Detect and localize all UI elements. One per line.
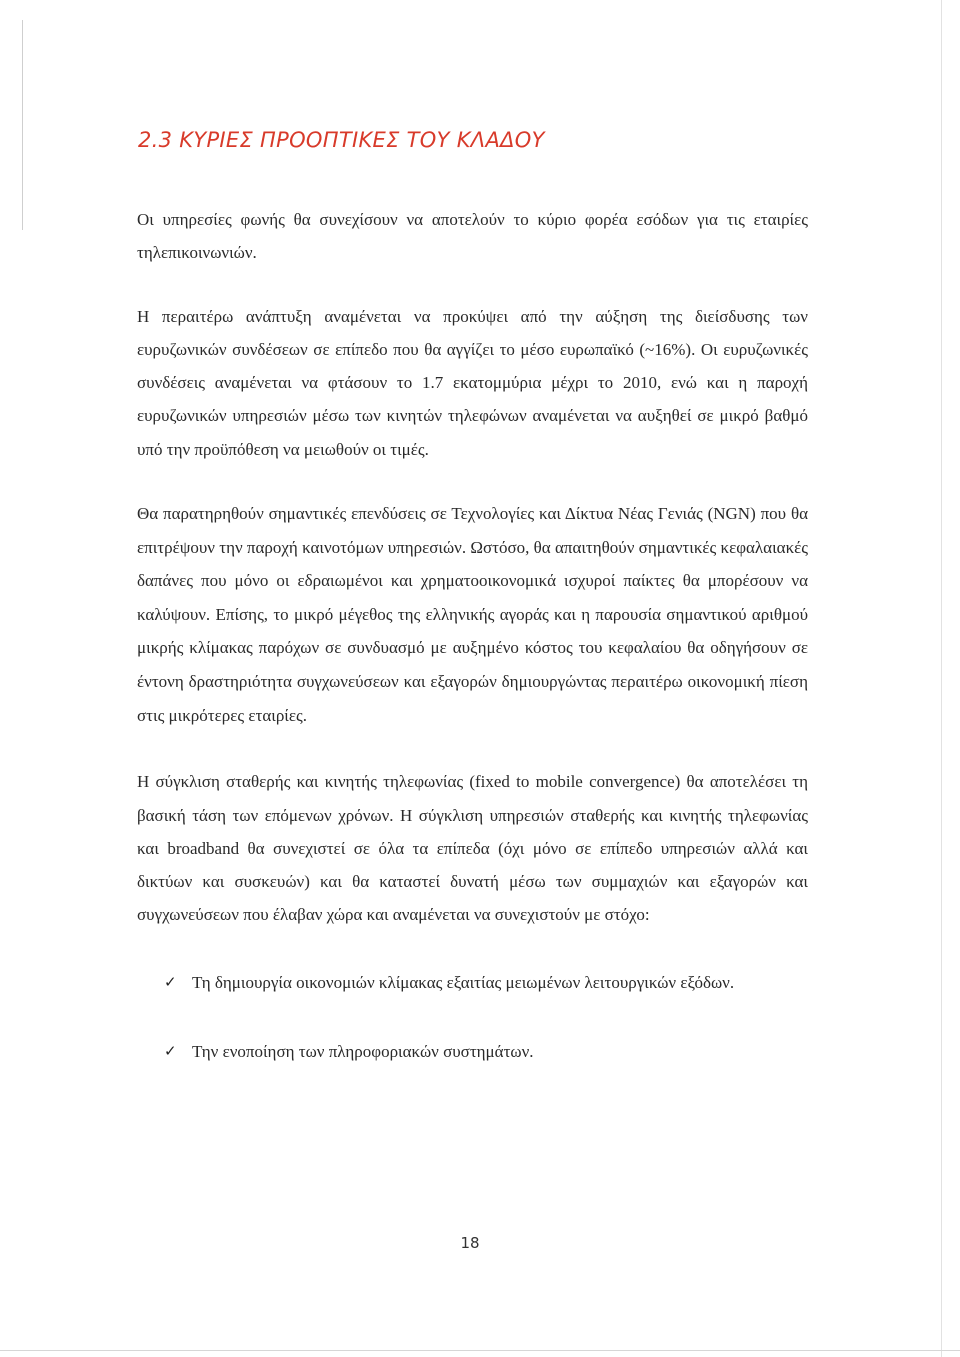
scan-edge-bottom: [0, 1350, 960, 1351]
paragraph-voice-services: Οι υπηρεσίες φωνής θα συνεχίσουν να αποτελούν το κύριο φορέα εσόδων για τις εταιρίες τηλεπικοινωνιών.: [137, 210, 808, 263]
paragraph-fixed-mobile-convergence: Η σύγκλιση σταθερής και κινητής τηλεφωνίας (fixed to mobile convergence) θα αποτελέσει τη βασική τάση των επόμενων χρόνων. Η σύγκλιση υπηρεσιών σταθερής και κινητής τηλεφωνίας και broadband θα συνεχιστεί σε όλα τα επίπεδα (όχι μόνο σε επίπεδο υπηρεσιών αλλά και δικτύων και συσκευών) και θα καταστεί δυνατή μέσω των συμμαχιών και εξαγορών και συγχωνεύσεων που έλαβαν χώρα και αναμένεται να συνεχιστούν με στόχο:: [137, 772, 808, 925]
list-item-text: Την ενοποίηση των πληροφοριακών συστημάτων.: [192, 1042, 534, 1062]
document-body: [137, 203, 808, 1068]
scan-edge-left: [22, 20, 23, 230]
goals-list: [137, 966, 808, 1069]
section-heading: 2.3 ΚΥΡΙΕΣ ΠΡΟΟΠΤΙΚΕΣ ΤΟΥ ΚΛΑΔΟΥ: [138, 128, 545, 152]
page-number: 18: [460, 1234, 480, 1252]
list-item: [137, 1035, 808, 1068]
paragraph-ngn-investments: Θα παρατηρηθούν σημαντικές επενδύσεις σε Τεχνολογίες και Δίκτυα Νέας Γενιάς (NGN) που θα επιτρέψουν την παροχή καινοτόμων υπηρεσιών. Ωστόσο, θα απαιτηθούν σημαντικές κεφαλαιακές δαπάνες που μόνο οι εδραιωμένοι και χρηματοοικονομικά ισχυροί παίκτες θα μπορέσουν να καλύψουν. Επίσης, το μικρό μέγεθος της ελληνικής αγοράς και η παρουσία σημαντικού αριθμού μικρής κλίμακας παρόχων σε συνδυασμό με αυξημένο κόστος του κεφαλαίου θα οδηγήσουν σε έντονη δραστηριότητα συγχωνεύσεων και εξαγορών δημιουργώντας περαιτέρω οικονομική πίεση στις μικρότερες εταιρίες.: [137, 504, 808, 725]
list-item: [137, 966, 808, 999]
checkmark-icon: ✓: [164, 972, 177, 991]
paragraph-broadband-growth: Η περαιτέρω ανάπτυξη αναμένεται να προκύψει από την αύξηση της διείσδυσης των ευρυζωνικών συνδέσεων σε επίπεδο που θα αγγίζει το μέσο ευρωπαϊκό (~16%). Οι ευρυζωνικές συνδέσεις αναμένεται να φτάσουν το 1.7 εκατομμύρια μέχρι το 2010, ενώ και η παροχή ευρυζωνικών υπηρεσιών μέσω των κινητών τηλεφώνων αναμένεται να αυξηθεί σε μικρό βαθμό υπό την προϋπόθεση να μειωθούν οι τιμές.: [137, 306, 808, 459]
checkmark-icon: ✓: [164, 1042, 177, 1061]
scan-edge-right: [941, 0, 942, 1357]
list-item-text: Τη δημιουργία οικονομιών κλίμακας εξαιτίας μειωμένων λειτουργικών εξόδων.: [192, 972, 735, 992]
